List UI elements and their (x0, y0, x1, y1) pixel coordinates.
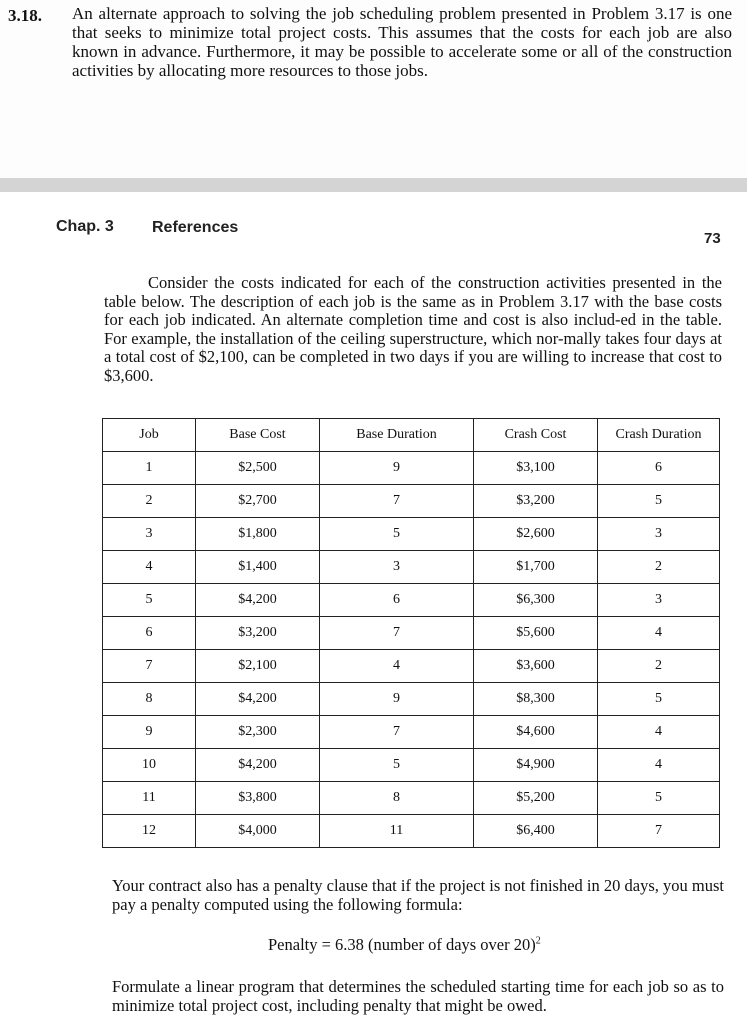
table-cell: $1,800 (196, 518, 320, 551)
table-cell: 7 (103, 650, 196, 683)
table-cell: 7 (320, 485, 474, 518)
table-cell: 6 (320, 584, 474, 617)
table-cell: 2 (103, 485, 196, 518)
table-cell: $4,200 (196, 749, 320, 782)
table-cell: 9 (320, 452, 474, 485)
table-cell: 5 (598, 485, 720, 518)
table-cell: 8 (320, 782, 474, 815)
table-cell: 3 (103, 518, 196, 551)
table-cell: $3,100 (474, 452, 598, 485)
table-cell: $3,200 (474, 485, 598, 518)
table-cell: $2,700 (196, 485, 320, 518)
col-header-crash-cost: Crash Cost (474, 419, 598, 452)
table-cell: 7 (320, 617, 474, 650)
table-cell: 4 (598, 749, 720, 782)
table-cell: $4,600 (474, 716, 598, 749)
table-cell: 11 (320, 815, 474, 848)
formula-text: Penalty = 6.38 (number of days over 20) (268, 935, 536, 954)
table-cell: 7 (320, 716, 474, 749)
table-cell: 11 (103, 782, 196, 815)
penalty-paragraph: Your contract also has a penalty clause that if the project is not finished in 20 days, you must pay a penalty computed using the following formula: (112, 876, 724, 914)
table-cell: $4,900 (474, 749, 598, 782)
table-row (103, 683, 720, 716)
page-number: 73 (704, 230, 721, 247)
table-cell: 6 (103, 617, 196, 650)
table-cell: $4,000 (196, 815, 320, 848)
table-cell: 8 (103, 683, 196, 716)
table-cell: 1 (103, 452, 196, 485)
table-row (103, 551, 720, 584)
table-row (103, 617, 720, 650)
table-cell: $2,600 (474, 518, 598, 551)
table-row (103, 749, 720, 782)
table-cell: 3 (320, 551, 474, 584)
table-row (103, 518, 720, 551)
table-row (103, 485, 720, 518)
table-cell: $2,500 (196, 452, 320, 485)
problem-number: 3.18. (8, 6, 42, 25)
table-cell: 2 (598, 551, 720, 584)
table-cell: 5 (320, 749, 474, 782)
table-cell: $1,400 (196, 551, 320, 584)
page-separator (0, 178, 747, 192)
table-cell: 12 (103, 815, 196, 848)
table-cell: 3 (598, 518, 720, 551)
table-cell: $3,600 (474, 650, 598, 683)
table-cell: $2,100 (196, 650, 320, 683)
table-cell: 9 (320, 683, 474, 716)
table-cell: $6,300 (474, 584, 598, 617)
chapter-title: References (152, 219, 239, 236)
table-cell: 4 (598, 716, 720, 749)
table-cell: 4 (320, 650, 474, 683)
table-cell: $3,800 (196, 782, 320, 815)
table-row (103, 452, 720, 485)
table-cell: 4 (598, 617, 720, 650)
table-cell: 10 (103, 749, 196, 782)
table-cell: $3,200 (196, 617, 320, 650)
table-cell: $6,400 (474, 815, 598, 848)
table-cell: 5 (598, 683, 720, 716)
col-header-job: Job (103, 419, 196, 452)
table-row (103, 584, 720, 617)
job-cost-table (102, 418, 720, 848)
intro-paragraph: Consider the costs indicated for each of the construction activities presented in the table below. The description of each job is the same as in Problem 3.17 with the base costs for each job indicated. An alternate completion time and cost is also includ-ed in the table. For example, the installation of the ceiling superstructure, which nor-mally takes four days at a total cost of $2,100, can be completed in two days if you are willing to increase that cost to $3,600. (104, 273, 722, 385)
table-cell: $5,200 (474, 782, 598, 815)
table-row (103, 650, 720, 683)
problem-statement: An alternate approach to solving the job scheduling problem presented in Problem 3.17 is one that seeks to minimize total project costs. This assumes that the costs for each job are also known in advance. Furthermore, it may be possible to accelerate some or all of the construction activities by allocating more resources to those jobs. (72, 4, 732, 80)
table-row (103, 815, 720, 848)
table-row (103, 782, 720, 815)
table-cell: 6 (598, 452, 720, 485)
table-cell: 7 (598, 815, 720, 848)
chapter-label: Chap. 3 (56, 218, 114, 235)
penalty-formula (268, 935, 541, 955)
table-cell: 9 (103, 716, 196, 749)
table-cell: 5 (598, 782, 720, 815)
closing-paragraph: Formulate a linear program that determines the scheduled starting time for each job so as to minimize total project cost, including penalty that might be owed. (112, 977, 724, 1015)
table-cell: $5,600 (474, 617, 598, 650)
formula-exponent: 2 (535, 935, 541, 947)
table-cell: $2,300 (196, 716, 320, 749)
table-cell: 3 (598, 584, 720, 617)
col-header-base-duration: Base Duration (320, 419, 474, 452)
col-header-crash-duration: Crash Duration (598, 419, 720, 452)
table-cell: $8,300 (474, 683, 598, 716)
table-cell: 2 (598, 650, 720, 683)
table-cell: 4 (103, 551, 196, 584)
table-row (103, 716, 720, 749)
table-cell: $4,200 (196, 683, 320, 716)
table-header-row (103, 419, 720, 452)
table-cell: 5 (320, 518, 474, 551)
previous-page-fragment (0, 0, 747, 178)
col-header-base-cost: Base Cost (196, 419, 320, 452)
table-cell: $4,200 (196, 584, 320, 617)
table-cell: $1,700 (474, 551, 598, 584)
table-cell: 5 (103, 584, 196, 617)
